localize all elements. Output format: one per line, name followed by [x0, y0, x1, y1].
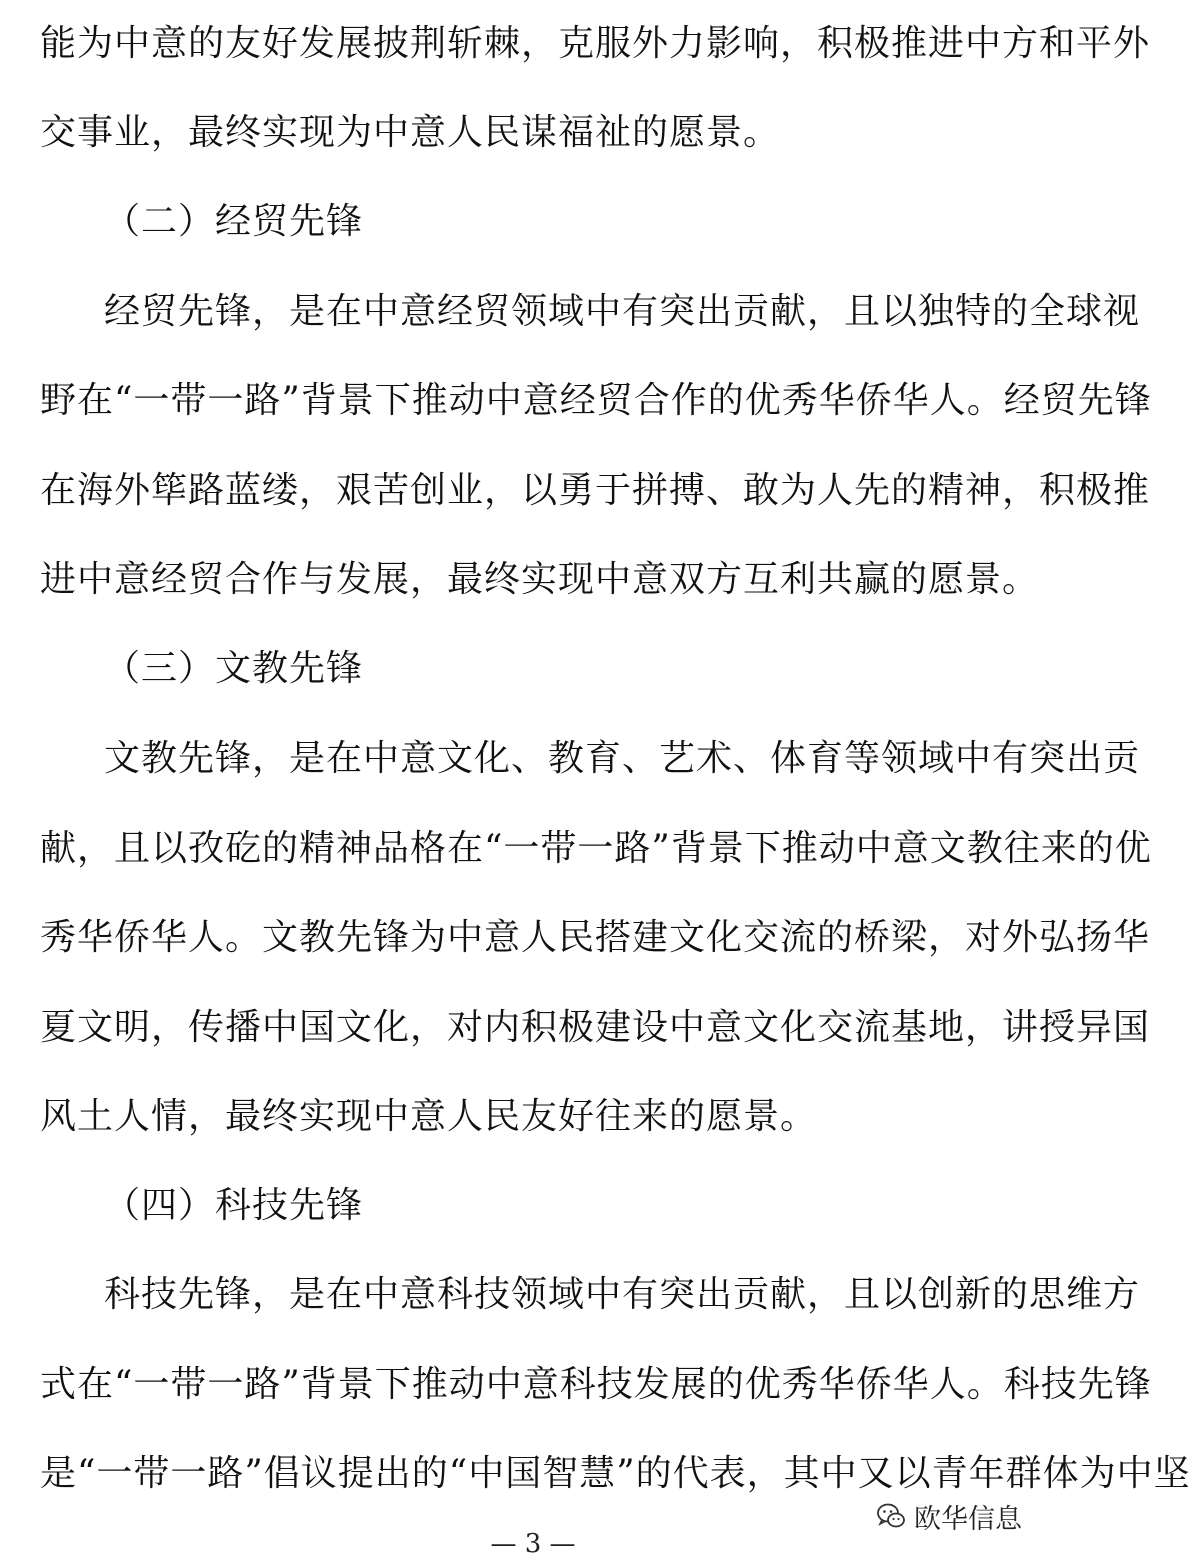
text-line: 献，且以孜矻的精神品格在“一带一路”背景下推动中意文教往来的优	[40, 828, 1152, 869]
text-line: 在海外筚路蓝缕，艰苦创业，以勇于拼搏、敢为人先的精神，积极推	[40, 470, 1151, 511]
text-line: 是“一带一路”倡议提出的“中国智慧”的代表，其中又以青年群体为中坚	[40, 1453, 1191, 1494]
section-heading: （二）经贸先锋	[104, 201, 364, 242]
section-heading: （四）科技先锋	[104, 1185, 364, 1226]
text-line: 能为中意的友好发展披荆斩棘，克服外力影响，积极推进中方和平外	[40, 23, 1151, 64]
text-line: 风土人情，最终实现中意人民友好往来的愿景。	[40, 1096, 818, 1137]
watermark-text: 欧华信息	[914, 1503, 1022, 1535]
page-number: — 3 —	[490, 1529, 576, 1559]
text-line: 交事业，最终实现为中意人民谋福祉的愿景。	[40, 112, 781, 153]
text-line: 文教先锋，是在中意文化、教育、艺术、体育等领域中有突出贡	[104, 738, 1141, 779]
section-heading: （三）文教先锋	[104, 648, 364, 689]
text-line: 野在“一带一路”背景下推动中意经贸合作的优秀华侨华人。经贸先锋	[40, 380, 1152, 421]
text-line: 秀华侨华人。文教先锋为中意人民搭建文化交流的桥梁，对外弘扬华	[40, 917, 1151, 958]
text-line: 夏文明，传播中国文化，对内积极建设中意文化交流基地，讲授异国	[40, 1007, 1151, 1048]
text-line: 经贸先锋，是在中意经贸领域中有突出贡献，且以独特的全球视	[104, 291, 1141, 332]
text-line: 科技先锋，是在中意科技领域中有突出贡献，且以创新的思维方	[104, 1274, 1141, 1315]
wechat-icon	[876, 1501, 906, 1531]
text-line: 式在“一带一路”背景下推动中意科技发展的优秀华侨华人。科技先锋	[40, 1364, 1152, 1405]
text-line: 进中意经贸合作与发展，最终实现中意双方互利共赢的愿景。	[40, 559, 1040, 600]
